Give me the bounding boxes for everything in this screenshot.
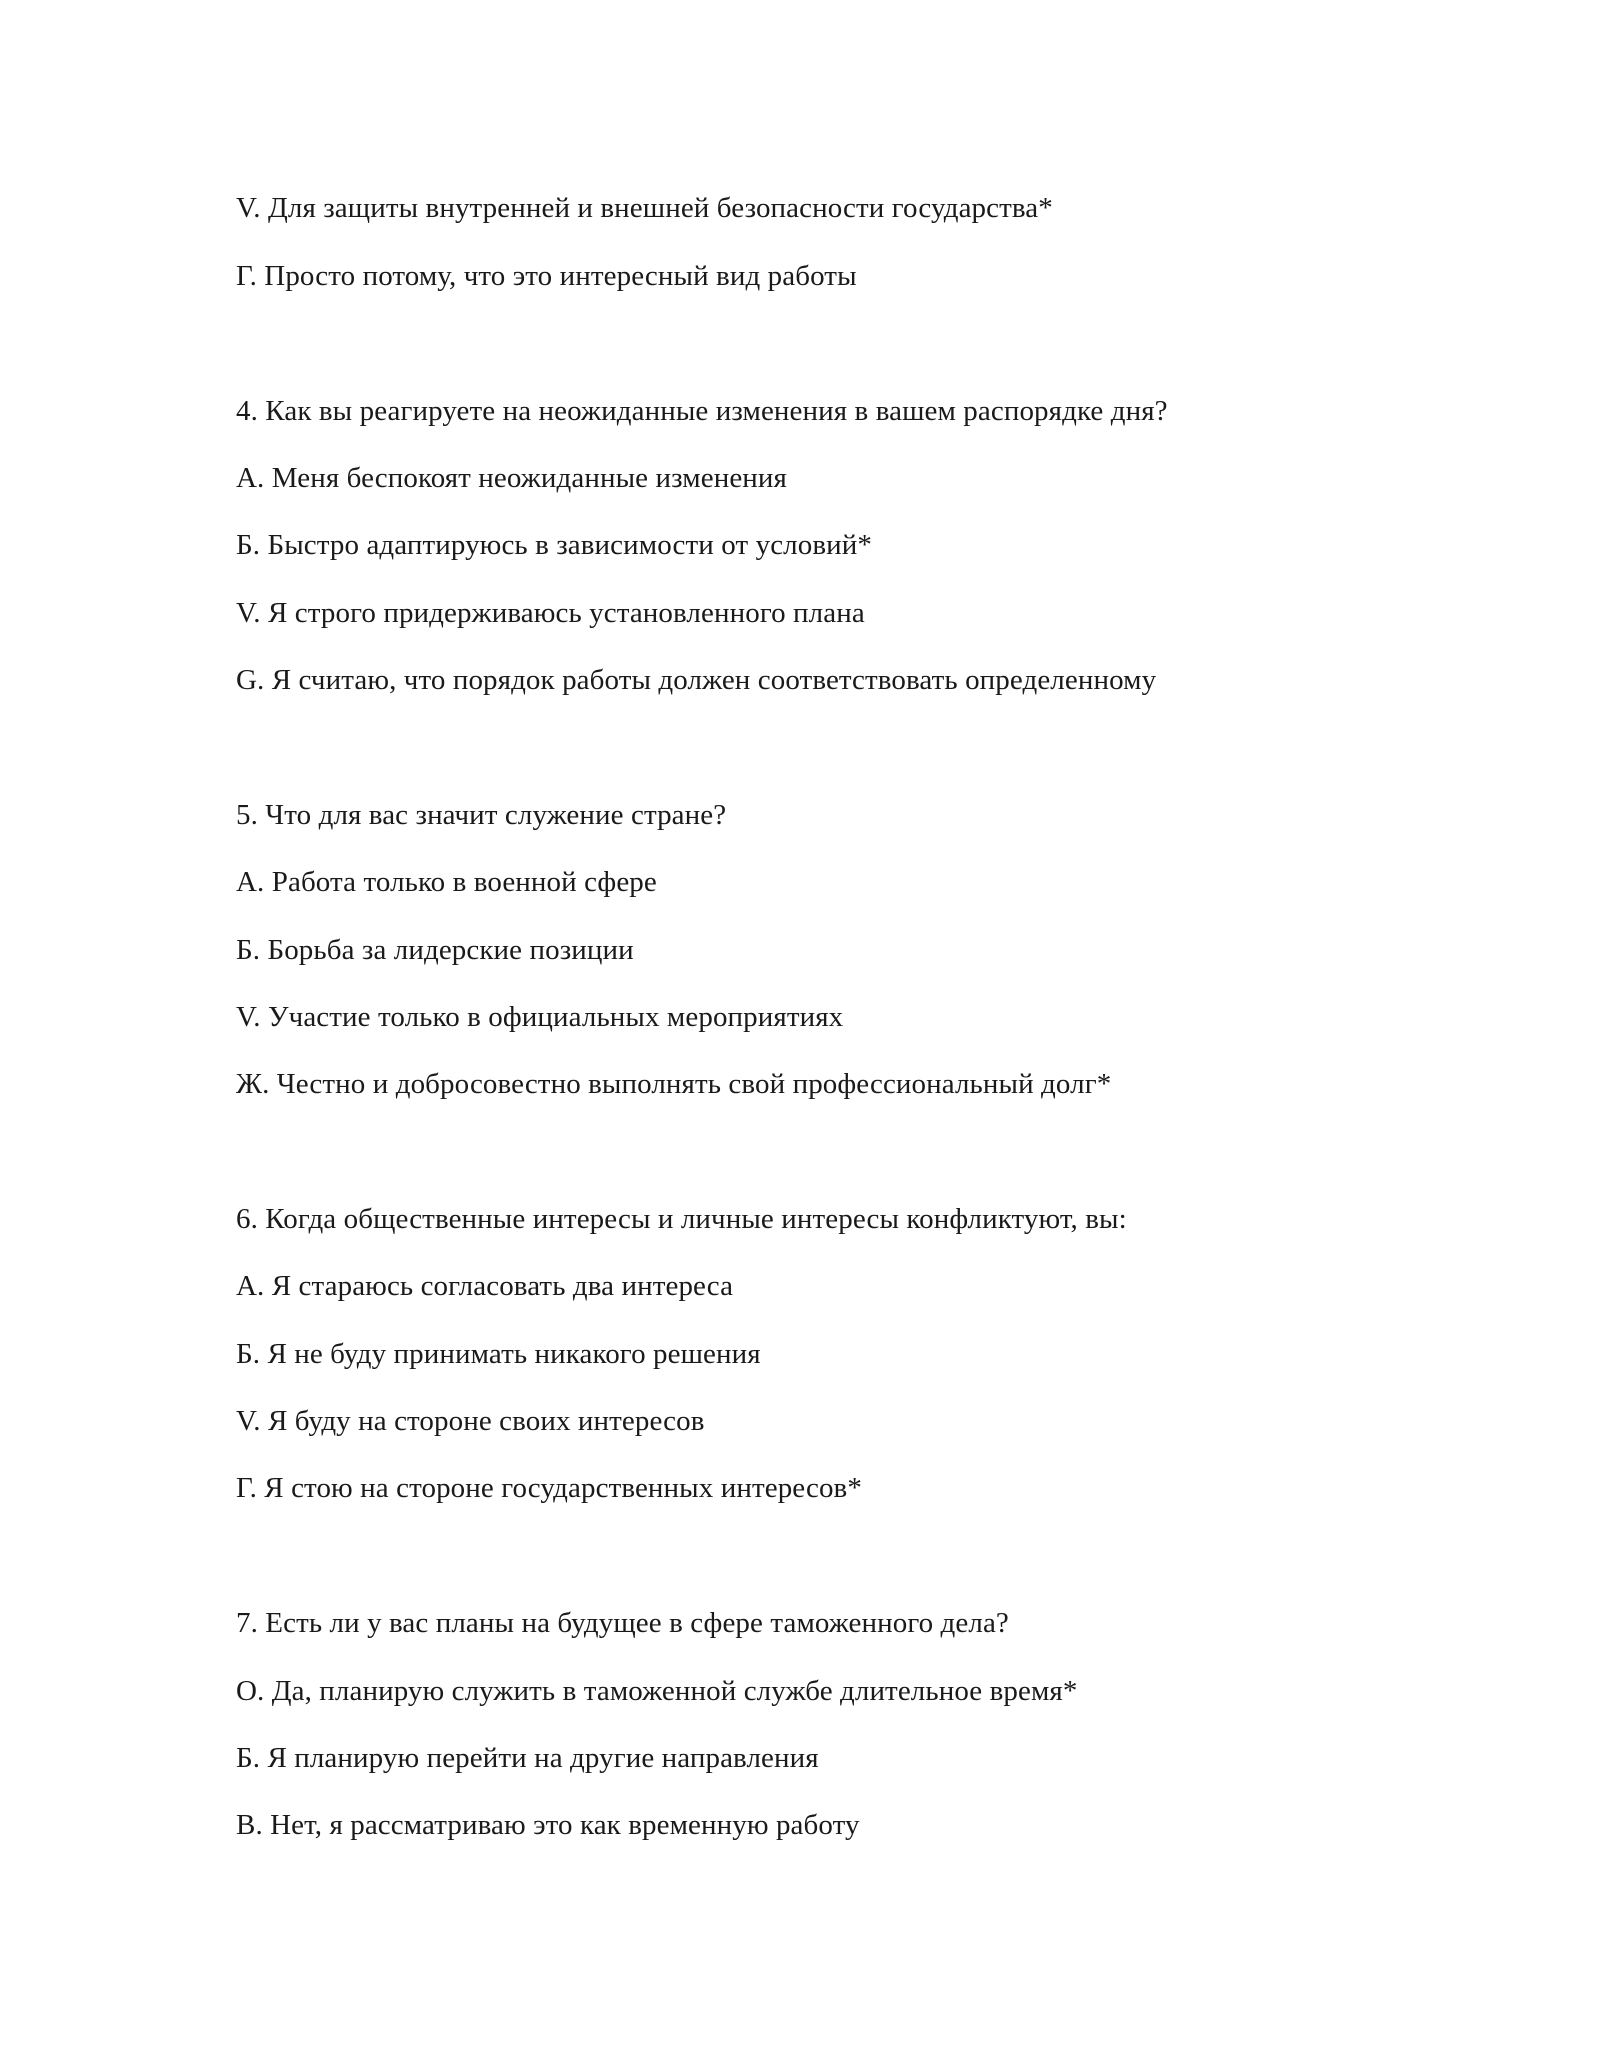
q6-option-b: Б. Я не буду принимать никакого решения xyxy=(236,1338,761,1370)
q7-option-o: О. Да, планирую служить в таможенной службе длительное время* xyxy=(236,1675,1078,1707)
q3-option-v: V. Для защиты внутренней и внешней безопасности государства* xyxy=(236,192,1053,224)
q5-option-b: Б. Борьба за лидерские позиции xyxy=(236,934,634,966)
q7-question: 7. Есть ли у вас планы на будущее в сфере таможенного дела? xyxy=(236,1607,1009,1639)
q6-question: 6. Когда общественные интересы и личные интересы конфликтуют, вы: xyxy=(236,1203,1127,1235)
q4-option-b: Б. Быстро адаптируюсь в зависимости от условий* xyxy=(236,529,872,561)
q5-option-v: V. Участие только в официальных мероприятиях xyxy=(236,1001,844,1033)
q6-option-g: Г. Я стою на стороне государственных интересов* xyxy=(236,1472,862,1504)
q6-option-v: V. Я буду на стороне своих интересов xyxy=(236,1405,705,1437)
q5-question: 5. Что для вас значит служение стране? xyxy=(236,799,727,831)
q7-option-v: В. Нет, я рассматриваю это как временную работу xyxy=(236,1809,860,1841)
q3-option-g: Г. Просто потому, что это интересный вид работы xyxy=(236,260,857,292)
q5-option-a: А. Работа только в военной сфере xyxy=(236,866,657,898)
q4-option-v: V. Я строго придерживаюсь установленного плана xyxy=(236,597,865,629)
q5-option-zh: Ж. Честно и добросовестно выполнять свой профессиональный долг* xyxy=(236,1068,1112,1100)
q4-option-g: G. Я считаю, что порядок работы должен соответствовать определенному xyxy=(236,664,1157,696)
q6-option-a: А. Я стараюсь согласовать два интереса xyxy=(236,1270,734,1302)
q4-question: 4. Как вы реагируете на неожиданные изменения в вашем распорядке дня? xyxy=(236,395,1168,427)
q4-option-a: А. Меня беспокоят неожиданные изменения xyxy=(236,462,787,494)
q7-option-b: Б. Я планирую перейти на другие направления xyxy=(236,1742,819,1774)
